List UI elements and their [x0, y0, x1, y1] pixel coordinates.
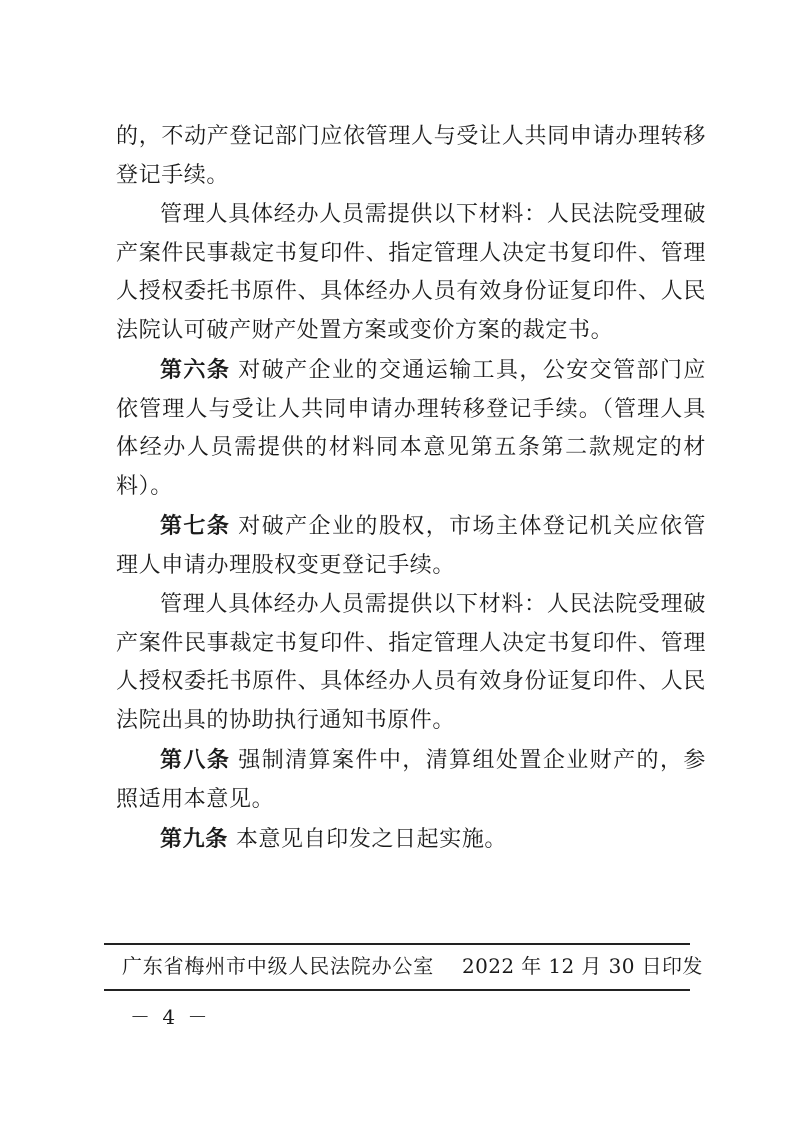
paragraph-materials-2 — [116, 586, 706, 740]
paragraph-text: 强制清算案件中，清算组处置企业财产的，参照适用本意见。 — [116, 748, 706, 812]
article-number: 第七条 — [160, 513, 231, 539]
paragraph-text: 本意见自印发之日起实施。 — [235, 827, 508, 852]
article-number: 第八条 — [160, 747, 231, 773]
article-number: 第六条 — [160, 357, 231, 383]
paragraph-materials-1 — [116, 196, 706, 350]
paragraph-text: 的，不动产登记部门应依管理人与受让人共同申请办理转移登记手续。 — [116, 124, 706, 188]
document-body — [116, 118, 706, 861]
paragraph-text: 管理人具体经办人员需提供以下材料：人民法院受理破产案件民事裁定书复印件、指定管理人决定书复印件、管理人授权委托书原件、具体经办人员有效身份证复印件、人民法院出具的协助执行通知书原件。 — [116, 592, 706, 733]
issuing-office: 广东省梅州市中级人民法院办公室 — [122, 954, 434, 978]
article-6 — [116, 351, 706, 506]
article-7 — [116, 507, 706, 585]
issue-date: 2022 年 12 月 30 日印发 — [462, 954, 703, 978]
article-8 — [116, 741, 706, 819]
paragraph-text: 对破产企业的股权，市场主体登记机关应依管理人申请办理股权变更登记手续。 — [116, 514, 706, 578]
footer-rule-bottom — [104, 989, 690, 991]
paragraph-text: 管理人具体经办人员需提供以下材料：人民法院受理破产案件民事裁定书复印件、指定管理人决定书复印件、管理人授权委托书原件、具体经办人员有效身份证复印件、人民法院认可破产财产处置方案或变价方案的裁定书。 — [116, 202, 706, 343]
article-number: 第九条 — [160, 826, 228, 852]
paragraph-continuation — [116, 118, 706, 195]
paragraph-text: 对破产企业的交通运输工具，公安交管部门应依管理人与受让人共同申请办理转移登记手续。（管理人具体经办人员需提供的材料同本意见第五条第二款规定的材料）。 — [116, 358, 706, 499]
article-9 — [116, 820, 706, 860]
footer-rule-top — [104, 943, 690, 945]
page-number: － 4 － — [130, 1005, 211, 1029]
